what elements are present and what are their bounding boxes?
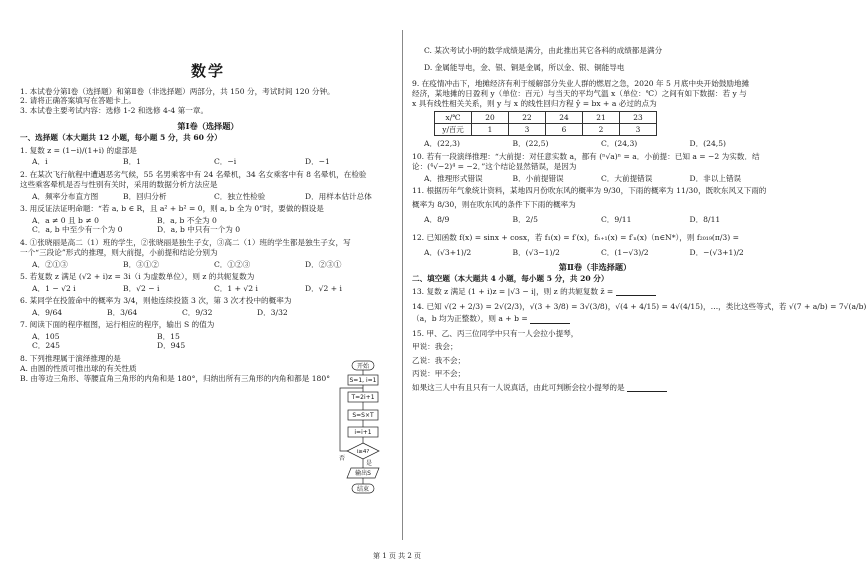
option-b: B．(22,5) [512,139,549,149]
question-14-text: （a，b 均为正整数），则 a + b = [412,314,528,324]
table-header-y: y/百元 [435,124,472,136]
note-3: 3. 本试卷主要考试内容：选修 1-2 和选修 4-4 第一章。 [20,105,209,115]
question-7-options [32,332,282,351]
table-cell: 1 [472,124,509,136]
flow-end: 结束 [356,486,370,493]
question-13-text: 13. 复数 z 满足 (1 + i)z = |√3 − i|，则 z 的共轭复数 z̄ = [412,286,614,296]
right-column [412,46,866,392]
question-15: 15. 甲、乙、丙三位同学中只有一人会拉小提琴， [412,328,579,338]
option-a: A．(√3+1)/2 [424,248,472,258]
question-14-line2 [412,314,778,323]
statement-jia: 甲说：我会； [412,342,458,352]
question-15-end-text: 如果这三人中有且只有一人说真话，由此可判断会拉小提琴的是 [412,382,625,392]
table-cell: 2 [583,124,620,136]
option-d: D．−(√3+1)/2 [689,248,744,258]
option-b: B．小前提错误 [512,173,564,183]
statement-yi: 乙说：我不会； [412,355,466,365]
option-d: D．√2 + i [305,283,342,293]
question-8-option-d: D. 金属能导电，金、银、铜是金属，所以金、银、铜能导电 [424,63,625,73]
flow-incr: i=i+1 [354,429,372,436]
column-divider [402,30,403,540]
answer-blank[interactable] [627,384,667,392]
option-a: A．9/64 [32,307,63,317]
table-cell: 22 [509,112,546,124]
option-a: A．8/9 [424,215,450,225]
option-a: A．i [32,157,48,167]
option-c: C．(24,3) [601,139,638,149]
question-2-line2: 这些乘客晕机是否与性别有关时，采用的数据分析方法应是 [20,180,218,190]
table-header-x: x/℃ [435,112,472,124]
table-cell: 21 [583,112,620,124]
option-d: D．−1 [305,157,330,167]
flow-init: S=1, i=1 [349,377,377,384]
option-a: A．②①③ [32,259,68,269]
option-d: D．非以上错误 [689,173,742,183]
question-9-options [424,139,778,148]
question-11-options [424,215,778,224]
option-b: B．√2 − i [123,283,160,293]
flow-no-label: 否 [338,455,346,462]
option-a: A．105 [32,331,60,341]
section1-heading: 一、选择题（本大题共 12 小题，每小题 5 分，共 60 分） [20,133,222,143]
option-b: B．15 [157,331,180,341]
option-b: B．a, b 不全为 0 [157,215,217,225]
question-9-data-table [434,111,657,136]
option-b: B．③①② [123,259,159,269]
question-9-line1: 9. 在疫情冲击下，地摊经济有利于缓解部分失业人群的燃眉之急，2020 年 5 月底中央开始鼓励地摊 [412,78,750,88]
option-d: D．945 [157,341,186,351]
question-13 [412,287,778,296]
option-c: C．大前提错误 [601,173,653,183]
option-c: C．a, b 中至少有一个为 0 [32,225,123,235]
question-3: 3. 用反证法证明命题：“若 a, b ∈ R，且 a² + b² = 0，则 a, b 全为 0”时，要做的假设是 [20,204,324,214]
table-cell: 24 [546,112,583,124]
flow-start: 开始 [356,363,370,370]
option-d: D．8/11 [689,215,721,225]
question-8-option-a: A. 由圆的性质可推出球的有关性质 [20,364,137,374]
option-d: D．②③① [305,259,342,269]
flow-test: i≥4? [356,449,370,455]
question-12: 12. 已知函数 f(x) = sinx + cosx，若 f₁(x) = f′(x)，fₙ₊₁(x) = f′ₙ(x)（n∈N*），则 f₂₀₁₉(π/3) = [412,232,739,242]
answer-blank[interactable] [616,288,656,296]
question-4-line2: 一个“三段论”形式的推理，则大前提，小前提和结论分别为 [20,248,218,258]
table-row [435,112,657,124]
option-d: D．3/32 [257,307,288,317]
option-c: C．独立性检验 [214,191,266,201]
table-cell: 20 [472,112,509,124]
page-title: 数学 [190,62,225,80]
question-2-options [32,192,396,201]
question-15-conclusion [412,383,778,392]
flow-yes-label: 是 [365,460,373,467]
table-cell: 3 [620,124,657,136]
option-b: B．回归分析 [123,191,167,201]
section2-heading: 二、填空题（本大题共 4 小题，每小题 5 分，共 20 分） [412,274,609,284]
table-row [435,124,657,136]
question-10-options [424,174,778,183]
option-b: B．3/64 [107,307,138,317]
answer-blank[interactable] [530,316,570,324]
question-2-line1: 2. 在某次飞行航程中遭遇恶劣气候，55 名男乘客中有 24 名晕机，34 名女乘客中有 8 名晕机，在检验 [20,169,367,179]
table-cell: 3 [509,124,546,136]
part2-heading: 第Ⅱ卷（非选择题） [558,261,632,272]
option-a: A．1 − √2 i [32,283,76,293]
option-c: C．−i [214,157,237,167]
table-cell: 23 [620,112,657,124]
page-footer: 第 1 页 共 2 页 [372,552,422,560]
question-14-line1: 14. 已知 √(2 + 2/3) = 2√(2/3)，√(3 + 3/8) = 3√(3/8)，√(4 + 4/15) = 4√(4/15)，…，类比这些等式，若 √(7 + a/b) = 7√(a/b) [412,302,866,311]
question-4-options [32,260,396,269]
question-6: 6. 某同学在投篮命中的概率为 3/4，则他连续投篮 3 次，第 3 次才投中的概率为 [20,296,292,306]
program-flowchart [336,360,392,510]
option-a: A．(22,3) [424,139,460,149]
question-11-line2: 概率为 8/30，则在吹东风的条件下下雨的概率为 [412,199,576,209]
question-5: 5. 若复数 z 满足 (√2 + i)z = 3i（i 为虚数单位），则 z 的共轭复数为 [20,272,255,282]
question-7: 7. 阅读下面的程序框图，运行相应的程序，输出 S 的值为 [20,320,215,330]
option-c: C．245 [32,341,60,351]
note-2: 2. 请将正确答案填写在答题卡上。 [20,96,136,106]
flow-cond: T=2i+1 [351,394,375,401]
option-c: C．9/32 [182,307,213,317]
statement-bing: 丙说：甲不会； [412,369,466,379]
option-b: B．2/5 [512,215,538,225]
question-11-line1: 11. 根据历年气象统计资料，某地四月份吹东风的概率为 9/30，下雨的概率为 11/30，既吹东风又下雨的 [412,186,767,196]
question-10-line1: 10. 若有一段演绎推理：“大前提：对任意实数 a，都有 (ⁿ√a)ⁿ = a．小前提：已知 a = −2 为实数．结 [412,151,760,161]
question-1: 1. 复数 z = (1−i)/(1+i) 的虚部是 [20,145,137,155]
flow-calc: S=S×T [352,412,374,419]
question-6-options [32,308,332,317]
question-3-options [32,216,282,235]
option-c: C．(1−√3)/2 [601,248,649,258]
table-cell: 6 [546,124,583,136]
option-c: C．①②③ [214,259,251,269]
part1-heading: 第Ⅰ卷（选择题） [177,121,239,132]
question-10-line2: 论：(⁴√−2)⁴ = −2．”这个结论显然错误，是因为 [412,162,577,172]
option-a: A．推理形式错误 [424,173,483,183]
question-9-line2: 经济，某地摊的日盈利 y（单位：百元）与当天的平均气温 x（单位：℃）之间有如下数据：若 y 与 [412,89,747,99]
question-8-option-b: B. 由等边三角形、等腰直角三角形的内角和是 180°，归纳出所有三角形的内角和都是 180° [20,373,331,383]
option-b: B．1 [123,157,142,167]
flow-output: 输出S [355,470,371,477]
question-8: 8. 下列推理属于演绎推理的是 [20,353,121,363]
question-8-option-c: C. 某次考试小明的数学成绩是满分，由此推出其它各科的成绩都是满分 [424,46,663,55]
left-column [20,0,396,383]
option-d: D．(24,5) [689,139,727,149]
option-b: B．(√3−1)/2 [512,248,560,258]
option-d: D．a, b 中只有一个为 0 [157,225,241,235]
note-1: 1. 本试卷分第Ⅰ卷（选择题）和第Ⅱ卷（非选择题）两部分，共 150 分，考试时间 120 分钟。 [20,86,335,96]
option-a: A．a ≠ 0 且 b ≠ 0 [32,215,99,225]
question-1-options [32,157,396,166]
question-9-line3: x 具有线性相关关系，则 y 与 x 的线性回归方程 ŷ = bx + a 必过的点为 [412,98,657,108]
question-4-line1: 4. ①张晓丽是高二（1）班的学生，②张晓丽是独生子女，③高二（1）班的学生都是独生子女，写 [20,237,351,247]
option-c: C．1 + √2 i [214,283,258,293]
question-5-options [32,284,396,293]
question-12-options [424,248,778,257]
option-c: C．9/11 [601,215,632,225]
option-a: A．频率分布直方图 [32,191,99,201]
option-d: D．用样本估计总体 [305,191,372,201]
